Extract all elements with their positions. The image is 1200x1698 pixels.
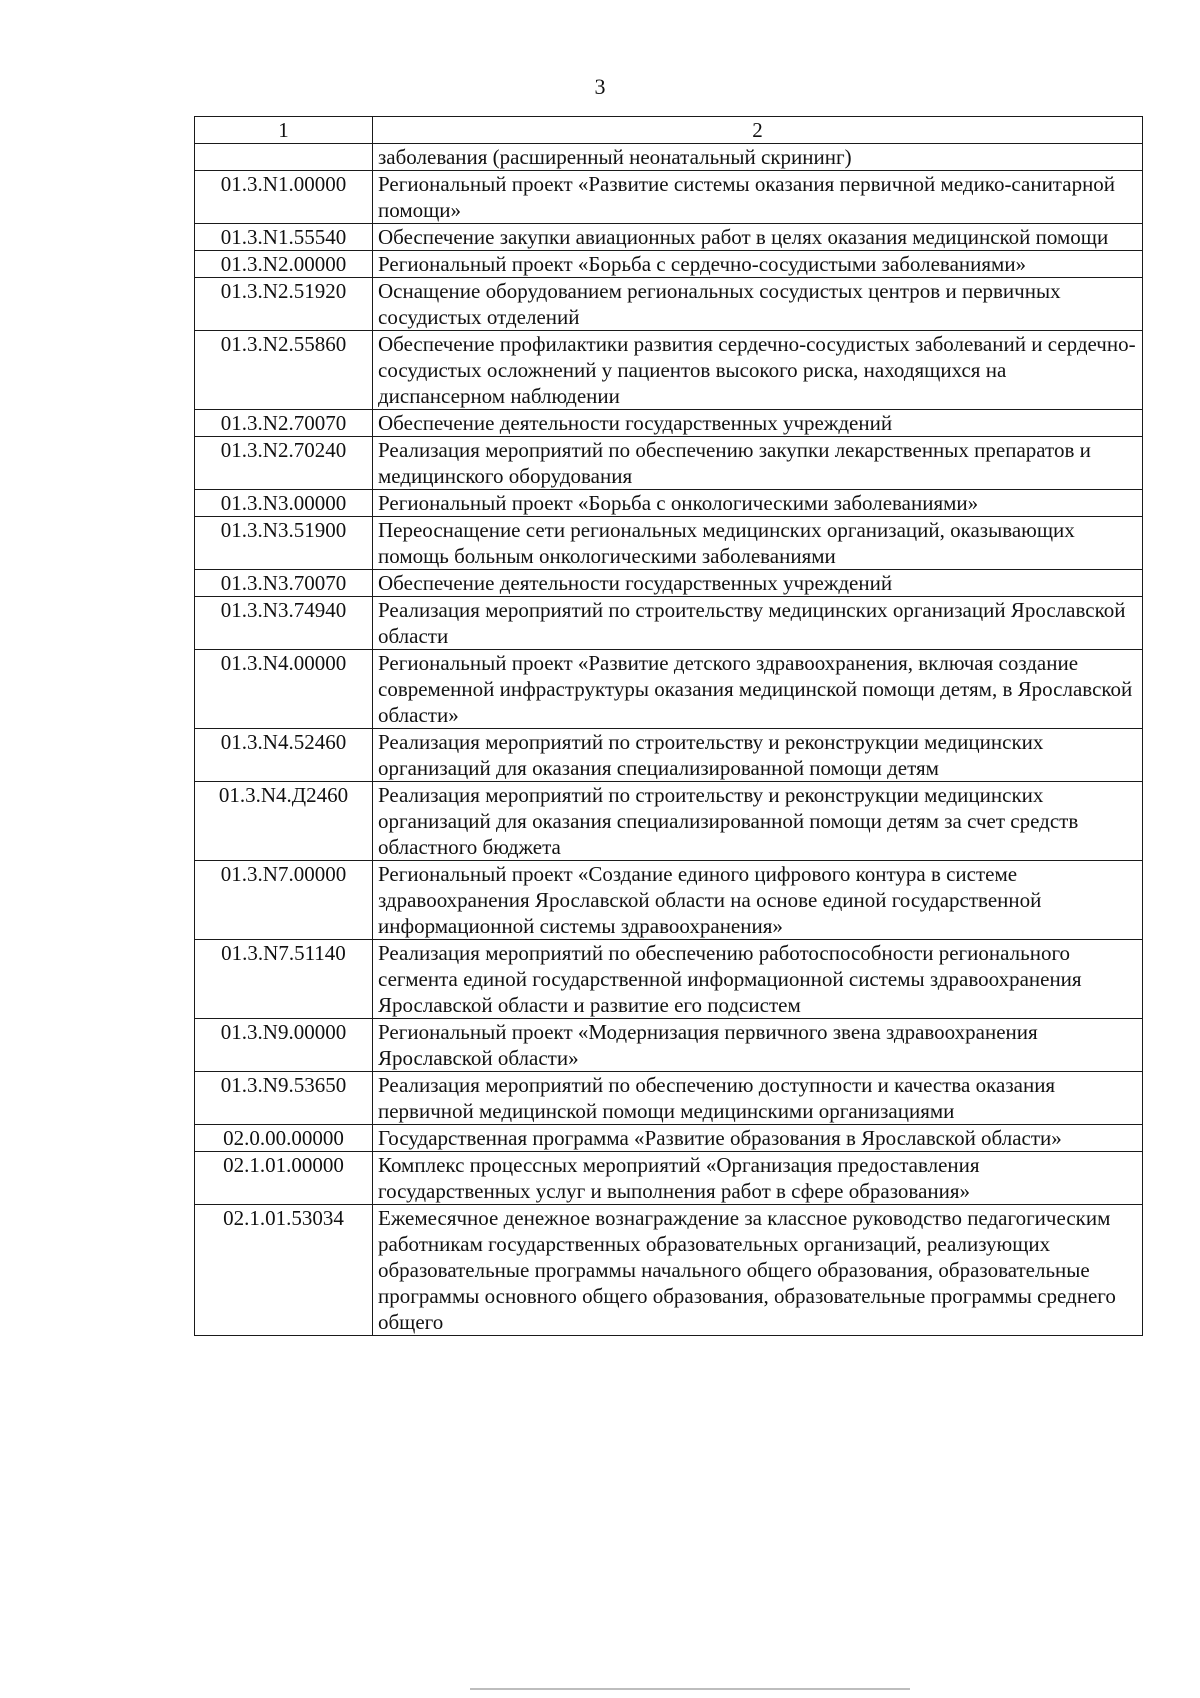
row-description: Региональный проект «Модернизация первичного звена здравоохранения Ярославской области» [373,1019,1143,1072]
table-row [195,940,1143,1019]
row-description: Региональный проект «Создание единого цифрового контура в системе здравоохранения Ярославской области на основе единой государственной информационной системы здравоохранения» [373,861,1143,940]
table-header-row [195,117,1143,144]
table-row [195,1152,1143,1205]
row-code: 01.3.N4.52460 [195,729,373,782]
table-row [195,437,1143,490]
row-code: 01.3.N1.00000 [195,171,373,224]
row-description: Реализация мероприятий по обеспечению работоспособности регионального сегмента единой государственной информационной системы здравоохранения Ярославской области и развитие его подсистем [373,940,1143,1019]
table-row [195,278,1143,331]
row-description: заболевания (расширенный неонатальный скрининг) [373,144,1143,171]
row-description: Оснащение оборудованием региональных сосудистых центров и первичных сосудистых отделений [373,278,1143,331]
row-description: Обеспечение деятельности государственных учреждений [373,410,1143,437]
row-code: 01.3.N1.55540 [195,224,373,251]
row-description: Реализация мероприятий по обеспечению доступности и качества оказания первичной медицинской помощи медицинскими организациями [373,1072,1143,1125]
row-code: 01.3.N2.70240 [195,437,373,490]
table-row [195,597,1143,650]
row-description: Реализация мероприятий по строительству медицинских организаций Ярославской области [373,597,1143,650]
row-code: 01.3.N9.53650 [195,1072,373,1125]
row-code: 01.3.N2.51920 [195,278,373,331]
row-description: Реализация мероприятий по строительству и реконструкции медицинских организаций для оказания специализированной помощи детям [373,729,1143,782]
row-code: 01.3.N3.00000 [195,490,373,517]
table-row [195,650,1143,729]
row-code: 01.3.N2.00000 [195,251,373,278]
table-row [195,1125,1143,1152]
row-code: 01.3.N3.70070 [195,570,373,597]
row-code: 01.3.N3.74940 [195,597,373,650]
row-code: 01.3.N3.51900 [195,517,373,570]
row-description: Региональный проект «Развитие системы оказания первичной медико-санитарной помощи» [373,171,1143,224]
table-row [195,570,1143,597]
page-number: 3 [594,74,606,99]
row-code [195,144,373,171]
table-row [195,171,1143,224]
row-description: Обеспечение профилактики развития сердечно-сосудистых заболеваний и сердечно-сосудистых осложнений у пациентов высокого риска, находящихся на диспансерном наблюдении [373,331,1143,410]
table-row [195,1072,1143,1125]
table-row [195,331,1143,410]
table-row [195,410,1143,437]
budget-classification-table [194,116,1143,1336]
table-row [195,517,1143,570]
table-row [195,1019,1143,1072]
table-row [195,1205,1143,1336]
row-description: Переоснащение сети региональных медицинских организаций, оказывающих помощь больным онкологическими заболеваниями [373,517,1143,570]
row-description: Региональный проект «Борьба с сердечно-сосудистыми заболеваниями» [373,251,1143,278]
column-header-description: 2 [373,117,1143,144]
row-description: Ежемесячное денежное вознаграждение за классное руководство педагогическим работникам государственных образовательных организаций, реализующих образовательные программы начального общего образования, образовательные программы основного общего образования, образовательные программы среднего общего [373,1205,1143,1336]
row-code: 02.1.01.00000 [195,1152,373,1205]
row-code: 01.3.N2.55860 [195,331,373,410]
table-row [195,729,1143,782]
row-description: Реализация мероприятий по строительству и реконструкции медицинских организаций для оказания специализированной помощи детям за счет средств областного бюджета [373,782,1143,861]
scan-edge-mark [470,1688,910,1690]
row-code: 01.3.N7.00000 [195,861,373,940]
row-description: Обеспечение закупки авиационных работ в целях оказания медицинской помощи [373,224,1143,251]
row-code: 01.3.N4.00000 [195,650,373,729]
table-row [195,251,1143,278]
row-code: 01.3.N9.00000 [195,1019,373,1072]
row-description: Региональный проект «Развитие детского здравоохранения, включая создание современной инфраструктуры оказания медицинской помощи детям, в Ярославской области» [373,650,1143,729]
row-description: Региональный проект «Борьба с онкологическими заболеваниями» [373,490,1143,517]
row-code: 02.0.00.00000 [195,1125,373,1152]
row-code: 02.1.01.53034 [195,1205,373,1336]
row-description: Государственная программа «Развитие образования в Ярославской области» [373,1125,1143,1152]
row-code: 01.3.N4.Д2460 [195,782,373,861]
column-header-code: 1 [195,117,373,144]
table-row [195,490,1143,517]
row-code: 01.3.N2.70070 [195,410,373,437]
row-description: Обеспечение деятельности государственных учреждений [373,570,1143,597]
row-description: Реализация мероприятий по обеспечению закупки лекарственных препаратов и медицинского оборудования [373,437,1143,490]
table-row [195,861,1143,940]
table-row [195,782,1143,861]
row-description: Комплекс процессных мероприятий «Организация предоставления государственных услуг и выполнения работ в сфере образования» [373,1152,1143,1205]
table-row [195,144,1143,171]
table-row [195,224,1143,251]
row-code: 01.3.N7.51140 [195,940,373,1019]
